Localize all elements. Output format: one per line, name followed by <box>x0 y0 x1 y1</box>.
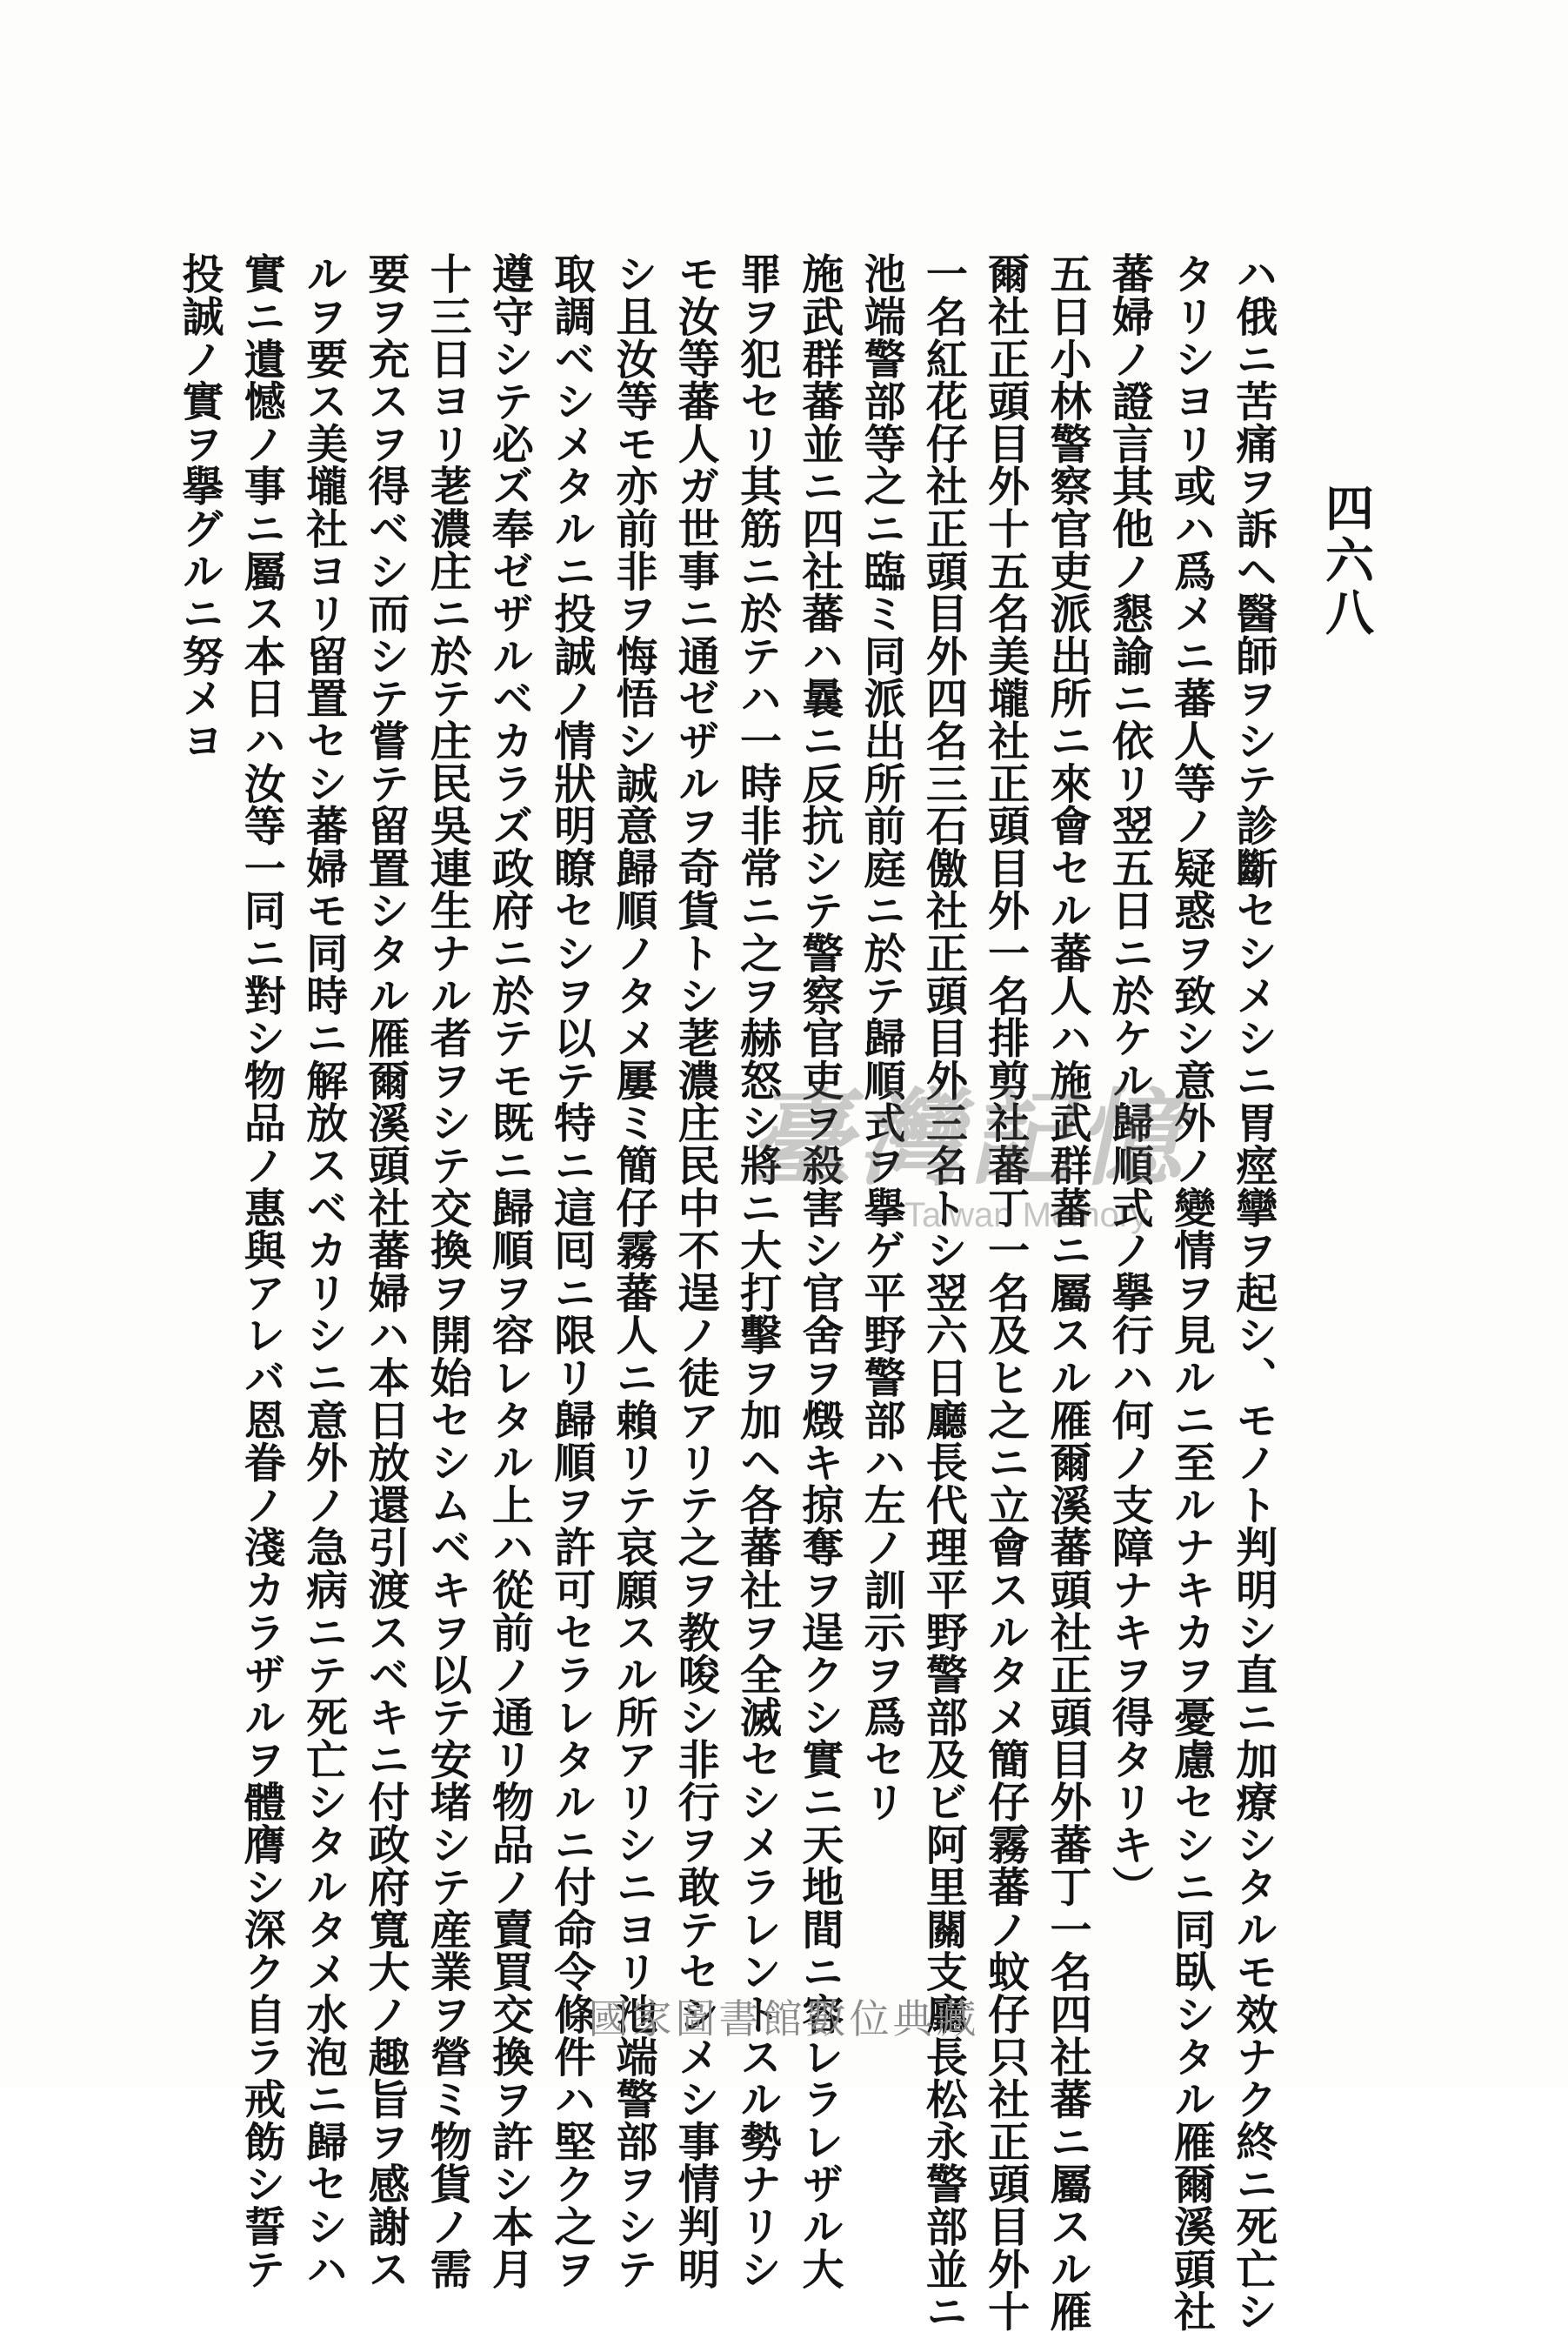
text-column-9: 罪ヲ犯セリ其筋ニ於テハ一時非常ニ之ヲ赫怒シ將ニ大打擊ヲ加ヘ各蕃社ヲ全滅セシメラレントスル勢ナリシ <box>732 252 782 2290</box>
text-column-6: 一名紅花仔社正頭目外四名三石儌社正頭目外三名トシ翌六日廳長代理平野警部及ビ阿里關支廳長松永警部並ニ <box>918 252 968 2332</box>
text-column-2: タリシヨリ或ハ爲メニ蕃人等ノ疑惑ヲ致シ意外ノ變情ヲ見ルニ至ルナキカヲ憂慮セシニ同臥シタル雁爾溪頭社 <box>1166 252 1216 2332</box>
text-column-15: 要ヲ充スヲ得ベシ而シテ嘗テ留置シタル雁爾溪頭社蕃婦ハ本日放還引渡スベキニ付政府寬大ノ趣旨ヲ感謝ス <box>360 252 410 2290</box>
text-column-4: 五日小林警察官吏派出所ニ來會セル蕃人ハ施武群蕃ニ屬スル雁爾溪蕃頭社正頭目外蕃丁一名四社蕃ニ屬スル雁 <box>1042 252 1091 2332</box>
text-column-1: ハ俄ニ苦痛ヲ訴ヘ醫師ヲシテ診斷セシメシニ胃痙攣ヲ起シ、モノト判明シ直ニ加療シタルモ效ナク終ニ死亡シ <box>1228 252 1278 2332</box>
text-column-12: 取調ベシメタルニ投誠ノ情狀明瞭セシヲ以テ特ニ這囘ニ限リ歸順ヲ許可セラレタルニ付命令條件ハ堅ク之ヲ <box>546 252 596 2290</box>
footer-archive-label: 國家圖書館數位典藏 <box>588 1995 980 2042</box>
text-column-10: モ汝等蕃人ガ世事ニ通ゼザルヲ奇貨トシ荖濃庄民中不逞ノ徒アリテ之ヲ教唆シ非行ヲ敢テセシメシ事情判明 <box>671 252 720 2290</box>
text-column-14: 十三日ヨリ荖濃庄ニ於テ庄民吳連生ナル者ヲシテ交換ヲ開始セシムベキヲ以テ安堵シテ産業ヲ營ミ物貨ノ需 <box>423 252 472 2290</box>
text-column-8: 施武群蕃並ニ四社蕃ハ曩ニ反抗シテ警察官吏ヲ殺害シ官舍ヲ燬キ掠奪ヲ逞クシ實ニ天地間ニ容レラレザル大 <box>794 252 844 2290</box>
text-column-7: 池端警部等之ニ臨ミ同派出所前庭ニ於テ歸順式ヲ擧ゲ平野警部ハ左ノ訓示ヲ爲セリ <box>857 252 906 1823</box>
text-column-16: ルヲ要ス美壠社ヨリ留置セシ蕃婦モ同時ニ解放スベカリシニ意外ノ急病ニテ死亡シタルタメ水泡ニ歸セシハ <box>298 252 348 2290</box>
text-column-17: 實ニ遺憾ノ事ニ屬ス本日ハ汝等一同ニ對シ物品ノ惠與アレバ恩眷ノ淺カラザルヲ體膺シ深ク自ラ戒飭シ誓テ <box>237 252 286 2290</box>
watermark-en-text: Taiwan Memory <box>904 1196 1149 1234</box>
text-column-5: 爾社正頭目外十五名美壠社正頭目外一名排剪社蕃丁一名及ヒ之ニ立會スルタメ簡仔霧蕃ノ蚊仔只社正頭目外十 <box>980 252 1030 2332</box>
watermark-cjk-text: 臺灣記憶 <box>744 1078 1209 1200</box>
text-column-3: 蕃婦ノ證言其他ノ懇諭ニ依リ翌五日ニ於ケル歸順式ノ擧行ハ何ノ支障ナキヲ得タリキ） <box>1104 252 1154 1908</box>
text-column-11: シ且汝等モ亦前非ヲ悔悟シ誠意歸順ノタメ屢ミ簡仔霧蕃人ニ賴リテ哀願スル所アリシニヨリ池端警部ヲシテ <box>608 252 657 2290</box>
text-column-13: 遵守シテ必ズ奉ゼザルベカラズ政府ニ於テモ既ニ歸順ヲ容レタル上ハ從前ノ通リ物品ノ賣買交換ヲ許シ本月 <box>484 252 534 2290</box>
page-number: 四六八 <box>1318 483 1375 639</box>
text-column-18: 投誠ノ實ヲ擧グルニ努メヨ <box>175 252 224 762</box>
